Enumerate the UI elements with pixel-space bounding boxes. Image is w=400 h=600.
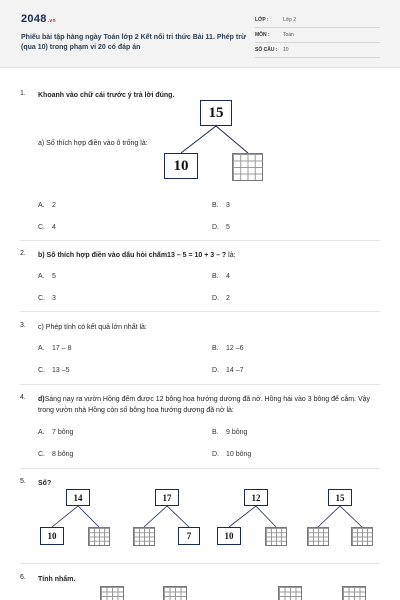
- meta-class: LỚP : Lớp 2: [255, 17, 380, 28]
- tree2-top: 17: [155, 489, 179, 506]
- meta-subject: MÔN : Toán: [255, 32, 380, 43]
- bond-left-value: 10: [164, 153, 198, 179]
- worksheet-title: Phiếu bài tập hàng ngày Toán lớp 2 Kết nối tri thức Bài 11. Phép trừ (qua 10) trong phạm vi 20 có đáp án: [21, 34, 247, 51]
- divider: [20, 311, 380, 312]
- tree3-top: 12: [244, 489, 268, 506]
- tree2-left-blank[interactable]: [133, 527, 155, 546]
- q1-option-d[interactable]: D. 5: [212, 224, 230, 231]
- q2-option-c[interactable]: C. 3: [38, 295, 56, 302]
- q2-option-b[interactable]: B. 4: [212, 273, 230, 280]
- tree1-left: 10: [40, 527, 64, 545]
- q4-option-b[interactable]: B. 9 bông: [212, 429, 248, 436]
- q1-option-c[interactable]: C. 4: [38, 224, 56, 231]
- q6-answer-blank-2[interactable]: [163, 586, 187, 600]
- tree4-right-blank[interactable]: [351, 527, 373, 546]
- question-1a-prompt: a) Số thích hợp điền vào ô trống là:: [38, 140, 148, 147]
- tree4-left-blank[interactable]: [307, 527, 329, 546]
- q4-option-d[interactable]: D. 10 bông: [212, 451, 252, 458]
- divider: [20, 468, 380, 469]
- q3-option-a[interactable]: A. 17 – 8: [38, 345, 72, 352]
- q2-option-d[interactable]: D. 2: [212, 295, 230, 302]
- site-logo[interactable]: 2048.vn: [21, 13, 56, 25]
- q1-option-a[interactable]: A. 2: [38, 202, 56, 209]
- tree1-right-blank[interactable]: [88, 527, 110, 546]
- tree4-top: 15: [328, 489, 352, 506]
- bond-top-value: 15: [200, 100, 232, 126]
- q4-option-c[interactable]: C. 8 bông: [38, 451, 74, 458]
- q6-answer-blank-1[interactable]: [100, 586, 124, 600]
- q1-option-b[interactable]: B. 3: [212, 202, 230, 209]
- divider: [20, 384, 380, 385]
- tree3-left: 10: [217, 527, 241, 545]
- tree3-right-blank[interactable]: [265, 527, 287, 546]
- meta-question-count: SỐ CÂU : 10: [255, 47, 380, 58]
- q6-answer-blank-4[interactable]: [342, 586, 366, 600]
- divider: [20, 240, 380, 241]
- q2-option-a[interactable]: A. 5: [38, 273, 56, 280]
- bond-answer-blank[interactable]: [232, 153, 263, 181]
- tree1-top: 14: [66, 489, 90, 506]
- q4-option-a[interactable]: A. 7 bông: [38, 429, 74, 436]
- tree2-right: 7: [178, 527, 200, 545]
- q6-answer-blank-3[interactable]: [278, 586, 302, 600]
- q3-option-d[interactable]: D. 14 –7: [212, 367, 244, 374]
- divider: [20, 563, 380, 564]
- q3-option-c[interactable]: C. 13 –5: [38, 367, 70, 374]
- q3-option-b[interactable]: B. 12 –6: [212, 345, 244, 352]
